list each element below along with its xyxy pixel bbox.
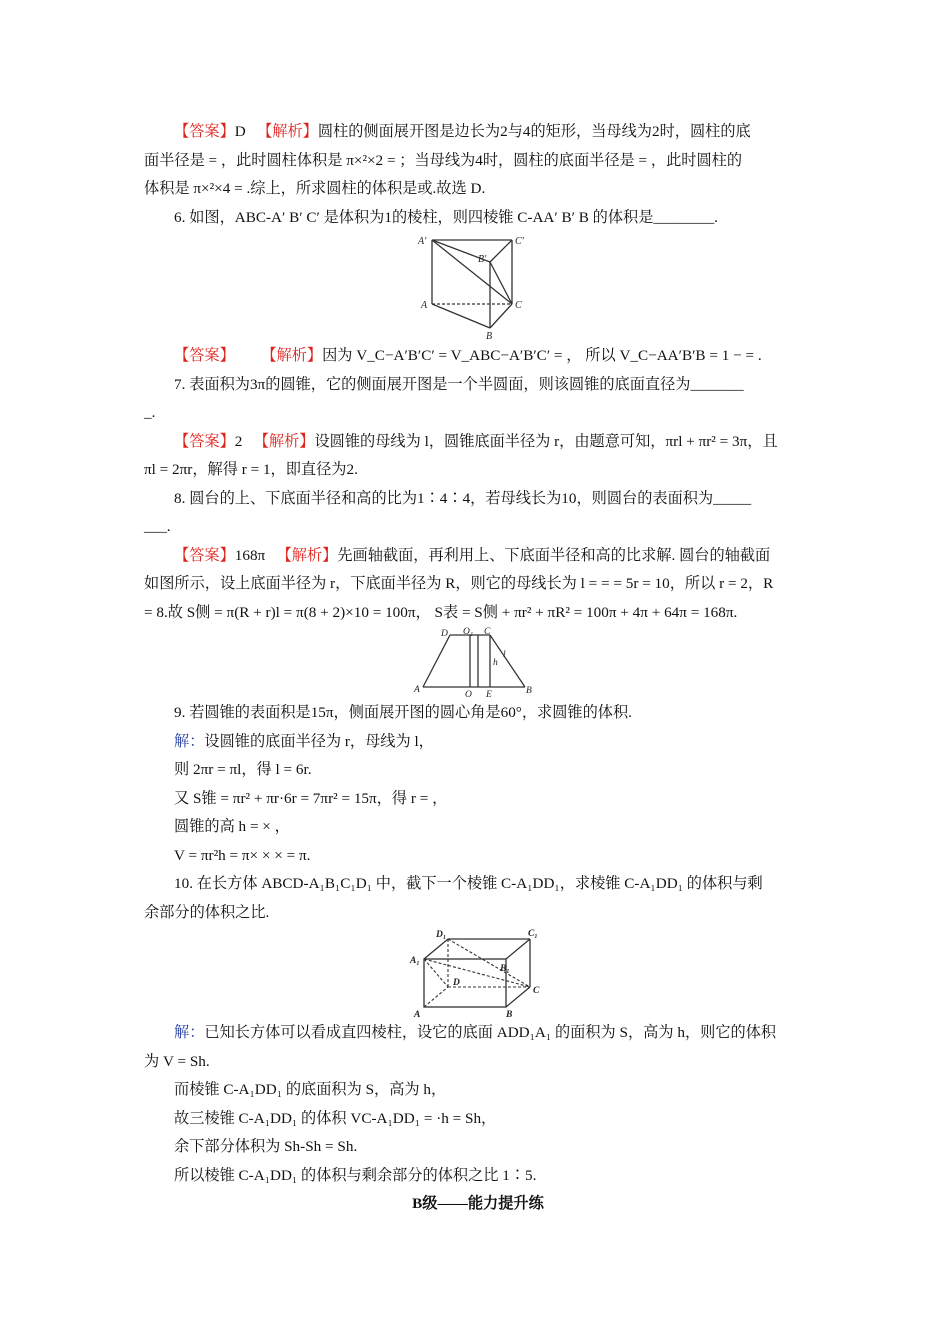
label-o1: O₁ [463,627,474,637]
cuboid-figure [408,927,548,1019]
solution-text: 设圆锥的底面半径为 r，母线为 l， [204,732,434,750]
label-a1: A₁ [410,956,420,966]
analysis-tag: 【解析】 [257,123,318,140]
solution-tag: 解： [174,1024,205,1041]
analysis-tag: 【解析】 [253,432,315,450]
label-c: C [484,627,491,637]
analysis-tag: 【解析】 [276,546,338,564]
answer-5-line-1 [144,118,812,147]
answer-tag: 【答案】 [174,546,235,564]
label-b-prime: B′ [478,254,487,265]
label-c-prime: C′ [515,236,524,247]
solution-9-line-5: V = πr²h = π× × × = π. [174,846,311,864]
question-8-line-1: 8. 圆台的上、下底面半径和高的比为1∶4∶4，若母线长为10，则圆台的表面积为_____ [174,489,752,507]
label-a: A [421,300,428,311]
label-e: E [486,690,492,699]
answer-8-line-1 [144,542,812,571]
solution-10-line-3: 而棱锥 C-A₁DD₁ 的底面积为 S，高为 h， [174,1081,447,1098]
solution-10-line-5: 余下部分体积为 Sh-Sh = Sh. [174,1138,358,1155]
label-b: B [526,686,532,696]
label-h: h [493,658,498,668]
analysis-text: 圆柱的侧面展开图是边长为2与4的矩形，当母线为2时，圆柱的底 [317,123,751,140]
label-a: A [414,1010,421,1019]
solution-tag: 解： [174,732,205,750]
question-10-line-1: 10. 在长方体 ABCD-A₁B₁C₁D₁ 中，截下一个棱锥 C-A₁DD₁，求棱锥 C-A₁DD₁ 的体积与剩 [174,875,763,892]
question-8-line-2: ___. [144,518,171,535]
answer-5-line-3: 体积是 π×²×4 = .综上，所求圆柱的体积是或.故选 D. [144,180,486,197]
label-c: C [533,986,540,996]
solution-9-line-1 [144,728,812,757]
question-6: 6. 如图，ABC-A′ B′ C′ 是体积为1的棱柱，则四棱锥 C-AA′ B′ B 的体积是________. [174,208,718,226]
label-l: l [503,650,506,660]
answer-6 [144,342,812,371]
document-body [144,118,812,1219]
analysis-text: 设圆锥的母线为 l，圆锥底面半径为 r，由题意可知，πrl + πr² = 3π，且 [314,432,778,450]
label-d1: D₁ [436,930,447,940]
answer-5-line-2: 面半径是 = ，此时圆柱体积是 π×²×2 = ；当母线为4时，圆柱的底面半径是 = ，此时圆柱的 [144,151,743,169]
analysis-tag: 【解析】 [261,347,323,364]
prism-figure [408,232,548,342]
answer-tag: 【答案】 [174,432,235,450]
solution-9-line-2: 则 2πr = πl，得 l = 6r. [174,761,312,778]
answer-7-line-2: πl = 2πr，解得 r = 1，即直径为2. [144,461,358,478]
question-7-line-2: _. [144,404,156,421]
answer-value: 2 [234,432,243,450]
analysis-text: 因为 V_C−A′B′C′ = V_ABC−A′B′C′ = ， 所以 V_C−AA′B′B = 1 − = . [322,347,762,364]
label-b1: B₁ [500,964,510,974]
label-b: B [506,1010,513,1019]
answer-7-line-1 [144,428,812,457]
label-o: O [465,690,472,699]
answer-8-line-3: = 8.故 S侧 = π(R + r)l = π(8 + 2)×10 = 100π， S表 = S侧 + πr² + πR² = 100π + 4π + 64π = 168π. [144,603,738,621]
solution-text: 已知长方体可以看成直四棱柱，设它的底面 ADD₁A₁ 的面积为 S，高为 h，则它的体积 [204,1024,777,1041]
section-heading: B级——能力提升练 [412,1195,544,1212]
answer-8-line-2: 如图所示，设上底面半径为 r，下底面半径为 R，则它的母线长为 l = = = 5r = 10，所以 r = 2，R [144,575,774,592]
solution-9-line-4: 圆锥的高 h = × ， [174,818,290,835]
answer-value: D [234,123,246,140]
solution-10-line-6: 所以棱锥 C-A₁DD₁ 的体积与剩余部分的体积之比 1∶5. [174,1166,537,1184]
solution-10-line-1 [144,1019,812,1048]
solution-10-line-2: 为 V = Sh. [144,1052,210,1070]
answer-tag: 【答案】 [174,347,235,364]
analysis-text: 先画轴截面，再利用上、下底面半径和高的比求解. 圆台的轴截面 [337,546,771,564]
solution-10-line-4: 故三棱锥 C-A₁DD₁ 的体积 VC-A₁DD₁ = ·h = Sh， [174,1109,497,1127]
label-a: A [414,685,420,695]
answer-value: 168π [234,546,266,564]
label-a-prime: A′ [418,236,427,247]
label-b: B [486,331,493,342]
question-10-line-2: 余部分的体积之比. [144,903,270,921]
label-c: C [515,300,522,311]
question-7-line-1: 7. 表面积为3π的圆锥，它的侧面展开图是一个半圆面，则该圆锥的底面直径为_______ [174,375,744,393]
solution-9-line-3: 又 S锥 = πr² + πr·6r = 7πr² = 15π，得 r = ， [174,789,448,807]
label-c1: C₁ [528,929,538,939]
answer-tag: 【答案】 [174,123,235,140]
label-d: D [453,978,460,988]
question-9: 9. 若圆锥的表面积是15π，侧面展开图的圆心角是60°，求圆锥的体积. [174,704,632,721]
frustum-figure [413,627,543,699]
label-d: D [441,629,448,639]
